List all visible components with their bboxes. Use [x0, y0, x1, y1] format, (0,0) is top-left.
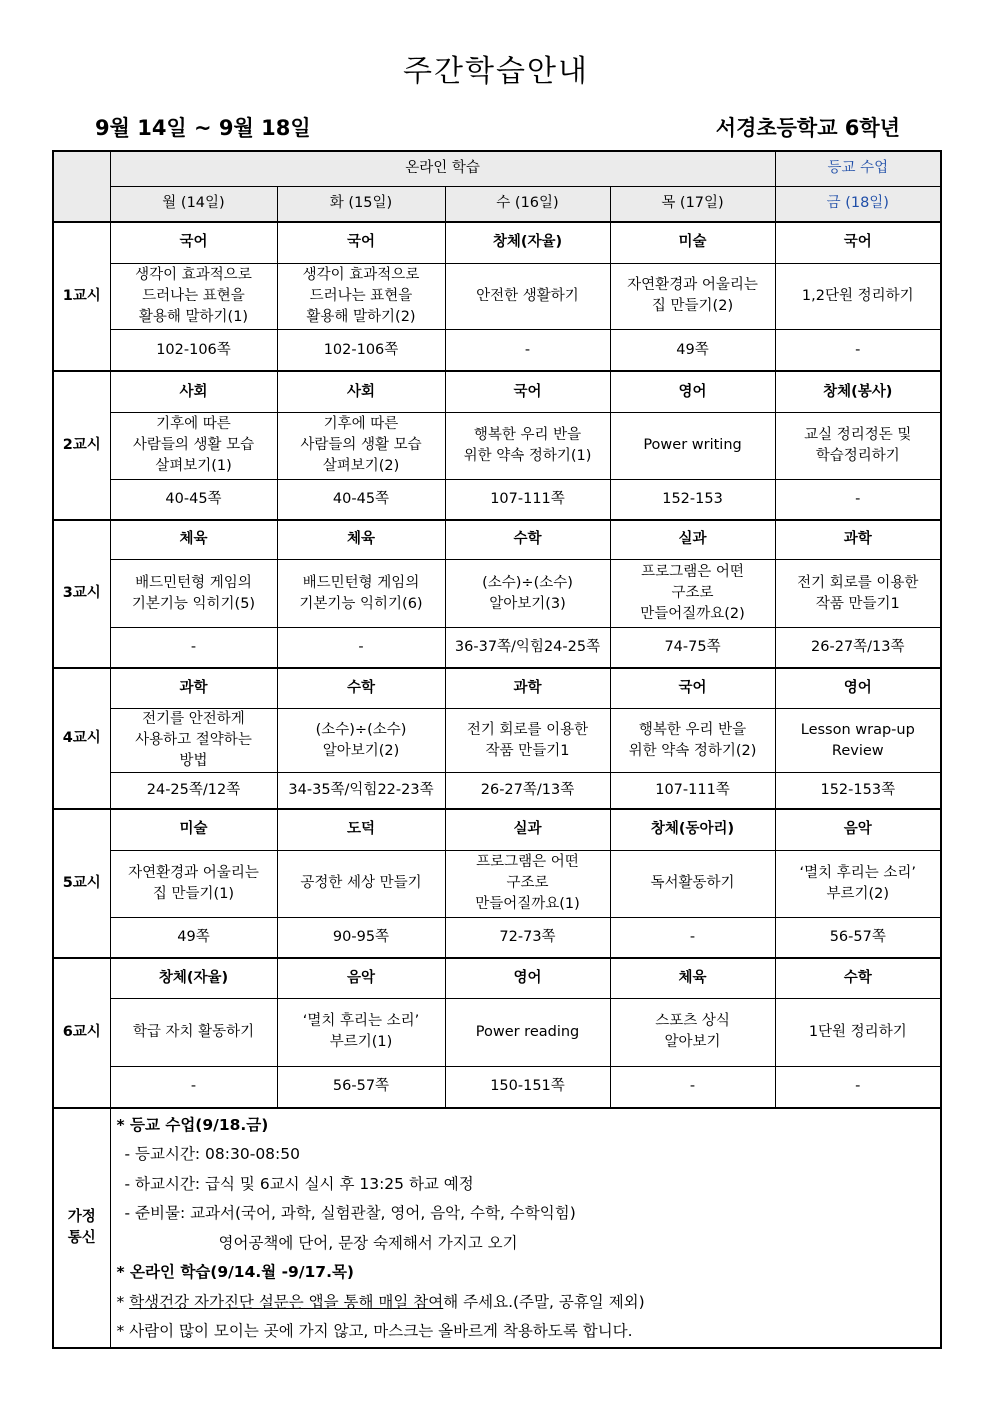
page-ref-cell: 34-35쪽/익힘22-23쪽: [277, 773, 445, 809]
day-header: 목 (17일): [610, 186, 775, 222]
topic-cell: [775, 850, 941, 917]
topic-cell: [775, 263, 941, 329]
topic-line: Lesson wrap-up: [800, 721, 915, 738]
topic-cell: [110, 263, 277, 329]
topic-line: 1단원 정리하기: [808, 1023, 907, 1040]
topic-line: 살펴보기(2): [322, 458, 400, 475]
subject-cell: 창체(봉사): [775, 371, 941, 412]
school-grade: 서경초등학교 6학년: [715, 116, 900, 140]
topic-line: 프로그램은 어떤: [641, 564, 744, 581]
topic-line: Power reading: [475, 1023, 580, 1040]
subject-cell: 영어: [610, 371, 775, 412]
topic-cell: [110, 560, 277, 628]
page-ref-cell: 24-25쪽/12쪽: [110, 773, 277, 809]
subject-cell: 창체(동아리): [610, 809, 775, 850]
page-ref-cell: 90-95쪽: [277, 917, 445, 958]
page-ref-cell: 36-37쪽/익힘24-25쪽: [445, 628, 610, 668]
topic-line: 만들어질까요(2): [640, 606, 745, 623]
offline-class-header: 등교 수업: [775, 151, 941, 186]
online-heading: * 온라인 학습(9/14.월 -9/17.목): [116, 1263, 355, 1282]
topic-line: 생각이 효과적으로: [135, 266, 252, 283]
topic-cell: [277, 998, 445, 1066]
topic-line: 자연환경과 어울리는: [128, 864, 259, 881]
page-ref-cell: 107-111쪽: [610, 773, 775, 809]
topic-line: 활용해 말하기(1): [138, 308, 249, 325]
subject-cell: 수학: [445, 520, 610, 560]
notice-item: - 등교시간: 08:30-08:50: [124, 1145, 300, 1164]
subject-cell: 국어: [775, 222, 941, 263]
topic-line: 프로그램은 어떤: [476, 854, 579, 871]
topic-cell: [775, 560, 941, 628]
topic-line: 배드민턴형 게임의: [135, 574, 252, 591]
topic-line: 만들어질까요(1): [475, 896, 580, 913]
notice-label-line: 가정: [67, 1208, 96, 1225]
topic-line: 배드민턴형 게임의: [302, 574, 420, 591]
subject-cell: 창체(자율): [445, 222, 610, 263]
topic-line: 집 만들기(1): [152, 885, 235, 902]
topic-line: 알아보기(2): [322, 742, 400, 759]
subject-cell: 영어: [775, 668, 941, 709]
topic-cell: [110, 998, 277, 1066]
topic-line: Review: [831, 742, 884, 759]
topic-cell: [775, 709, 941, 773]
page-ref-cell: -: [610, 1066, 775, 1107]
page-ref-cell: 72-73쪽: [445, 917, 610, 958]
topic-line: 작품 만들기1: [485, 742, 570, 759]
page-ref-cell: 150-151쪽: [445, 1066, 610, 1107]
subject-cell: 사회: [110, 371, 277, 412]
page-ref-cell: -: [110, 1066, 277, 1107]
day-header: 금 (18일): [775, 186, 941, 222]
subject-cell: 과학: [775, 520, 941, 560]
period-label: 5교시: [53, 809, 110, 958]
page-ref-cell: 49쪽: [610, 329, 775, 371]
topic-line: 집 만들기(2): [651, 298, 734, 315]
topic-line: 전기를 안전하게: [142, 711, 245, 728]
notice-suffix: 해 주세요.(주말, 공휴일 제외): [443, 1292, 645, 1311]
subject-cell: 국어: [610, 668, 775, 709]
health-check-notice: [117, 1288, 941, 1318]
topic-line: 위한 약속 정하기(1): [463, 447, 592, 464]
topic-line: ‘멸치 후리는 소리’: [799, 864, 917, 881]
page-ref-cell: -: [277, 628, 445, 668]
topic-line: 드러나는 표현을: [309, 287, 413, 304]
topic-line: 독서활동하기: [650, 875, 735, 892]
topic-line: 살펴보기(1): [155, 458, 232, 475]
page-ref-cell: 49쪽: [110, 917, 277, 958]
subject-cell: 과학: [110, 668, 277, 709]
page-ref-cell: 26-27쪽/13쪽: [775, 628, 941, 668]
page-ref-cell: 107-111쪽: [445, 479, 610, 519]
notice-label-line: 통신: [67, 1229, 96, 1246]
period-label: 6교시: [53, 958, 110, 1107]
subject-cell: 체육: [110, 520, 277, 560]
topic-line: 행복한 우리 반을: [638, 721, 747, 738]
subject-cell: 국어: [277, 222, 445, 263]
notice-underlined: 학생건강 자가진단 설문은 앱을 통해 매일 참여: [129, 1292, 444, 1311]
topic-line: 생각이 효과적으로: [302, 266, 420, 283]
page-ref-cell: -: [445, 329, 610, 371]
page-ref-cell: -: [610, 917, 775, 958]
subject-cell: 국어: [445, 371, 610, 412]
notice-item: - 하교시간: 급식 및 6교시 실시 후 13:25 하교 예정: [124, 1174, 474, 1193]
topic-cell: [610, 850, 775, 917]
topic-line: 스포츠 상식: [655, 1013, 730, 1030]
topic-line: 작품 만들기1: [815, 595, 900, 612]
subject-cell: 체육: [610, 958, 775, 998]
topic-cell: [445, 412, 610, 479]
topic-line: 기후에 따른: [156, 416, 231, 433]
topic-line: 알아보기(3): [489, 595, 566, 612]
notice-bullet: *: [116, 1292, 130, 1311]
topic-line: 알아보기: [664, 1034, 721, 1051]
topic-cell: [775, 998, 941, 1066]
topic-cell: [445, 560, 610, 628]
mask-notice: * 사람이 많이 모이는 곳에 가지 않고, 마스크는 올바르게 착용하도록 합니다.: [116, 1322, 633, 1341]
notice-item: - 준비물: 교과서(국어, 과학, 실험관찰, 영어, 음악, 수학, 수학익힘): [124, 1204, 576, 1223]
topic-line: (소수)÷(소수): [315, 721, 407, 738]
topic-cell: [277, 709, 445, 773]
subject-cell: 미술: [110, 809, 277, 850]
day-header: 월 (14일): [110, 186, 277, 222]
day-header: 수 (16일): [445, 186, 610, 222]
topic-line: 안전한 생활하기: [476, 287, 579, 304]
page-ref-cell: 74-75쪽: [610, 628, 775, 668]
topic-line: 기본기능 익히기(5): [131, 595, 256, 612]
topic-line: 위한 약속 정하기(2): [628, 742, 757, 759]
subject-cell: 국어: [110, 222, 277, 263]
page-ref-cell: -: [775, 329, 941, 371]
subject-cell: 음악: [277, 958, 445, 998]
date-range: 9월 14일 ~ 9월 18일: [95, 116, 311, 140]
corner-cell: [53, 151, 110, 222]
subject-cell: 실과: [445, 809, 610, 850]
topic-cell: [277, 412, 445, 479]
notice-item-continued: 영어공책에 단어, 문장 숙제해서 가지고 오기: [218, 1233, 518, 1252]
period-label: 2교시: [53, 371, 110, 519]
topic-line: 1,2단원 정리하기: [801, 287, 914, 304]
topic-line: 사람들의 생활 모습: [300, 437, 422, 454]
page-ref-cell: 102-106쪽: [110, 329, 277, 371]
subject-cell: 영어: [445, 958, 610, 998]
subject-cell: 수학: [277, 668, 445, 709]
page-ref-cell: 40-45쪽: [110, 479, 277, 519]
topic-line: (소수)÷(소수): [482, 574, 573, 591]
topic-line: 교실 정리정돈 및: [804, 426, 912, 443]
subject-cell: 사회: [277, 371, 445, 412]
topic-line: 활용해 말하기(2): [306, 308, 416, 325]
topic-cell: [610, 412, 775, 479]
topic-line: 기본기능 익히기(6): [299, 595, 423, 612]
page-ref-cell: -: [775, 479, 941, 519]
topic-cell: [610, 263, 775, 329]
day-header: 화 (15일): [277, 186, 445, 222]
topic-line: 자연환경과 어울리는: [627, 277, 758, 294]
subject-cell: 수학: [775, 958, 941, 998]
page-title: 주간학습안내: [403, 54, 589, 89]
online-learning-header: 온라인 학습: [110, 151, 775, 186]
topic-line: 공정한 세상 만들기: [300, 875, 422, 892]
topic-line: 방법: [179, 753, 208, 770]
offline-heading: * 등교 수업(9/18.금): [116, 1115, 269, 1134]
topic-line: 구조로: [506, 875, 549, 892]
page-ref-cell: 40-45쪽: [277, 479, 445, 519]
topic-line: 사람들의 생활 모습: [132, 437, 255, 454]
topic-line: Power writing: [643, 437, 742, 454]
topic-cell: [110, 709, 277, 773]
topic-line: 부르기(1): [329, 1034, 393, 1051]
topic-cell: [277, 850, 445, 917]
topic-line: 전기 회로를 이용한: [466, 721, 589, 738]
page-ref-cell: 102-106쪽: [277, 329, 445, 371]
topic-line: 학습정리하기: [815, 447, 900, 464]
topic-cell: [445, 263, 610, 329]
topic-cell: [277, 560, 445, 628]
page-ref-cell: 152-153쪽: [775, 773, 941, 809]
topic-cell: [775, 412, 941, 479]
topic-line: 행복한 우리 반을: [473, 426, 582, 443]
weekly-schedule-table: [52, 150, 942, 1349]
topic-line: 구조로: [671, 585, 714, 602]
subject-cell: 창체(자율): [110, 958, 277, 998]
topic-line: 전기 회로를 이용한: [797, 574, 919, 591]
subject-cell: 도덕: [277, 809, 445, 850]
subject-cell: 미술: [610, 222, 775, 263]
page-ref-cell: 56-57쪽: [775, 917, 941, 958]
topic-cell: [445, 709, 610, 773]
page-ref-cell: -: [775, 1066, 941, 1107]
period-label: 4교시: [53, 668, 110, 809]
subject-cell: 체육: [277, 520, 445, 560]
notice-label: [53, 1108, 110, 1349]
topic-cell: [445, 850, 610, 917]
page-ref-cell: -: [110, 628, 277, 668]
page-ref-cell: 152-153: [610, 479, 775, 519]
subject-cell: 음악: [775, 809, 941, 850]
subject-cell: 실과: [610, 520, 775, 560]
topic-line: 기후에 따른: [323, 416, 399, 433]
topic-line: 사용하고 절약하는: [135, 732, 252, 749]
period-label: 1교시: [53, 222, 110, 371]
topic-cell: [110, 850, 277, 917]
page-ref-cell: 26-27쪽/13쪽: [445, 773, 610, 809]
topic-cell: [610, 998, 775, 1066]
topic-line: 학급 자치 활동하기: [132, 1023, 255, 1040]
subject-cell: 과학: [445, 668, 610, 709]
topic-cell: [445, 998, 610, 1066]
period-label: 3교시: [53, 520, 110, 668]
topic-line: 부르기(2): [826, 885, 890, 902]
topic-cell: [277, 263, 445, 329]
topic-cell: [610, 560, 775, 628]
topic-cell: [110, 412, 277, 479]
topic-line: 드러나는 표현을: [142, 287, 245, 304]
topic-cell: [610, 709, 775, 773]
page-ref-cell: 56-57쪽: [277, 1066, 445, 1107]
topic-line: ‘멸치 후리는 소리’: [302, 1013, 420, 1030]
home-notice: [110, 1108, 941, 1349]
